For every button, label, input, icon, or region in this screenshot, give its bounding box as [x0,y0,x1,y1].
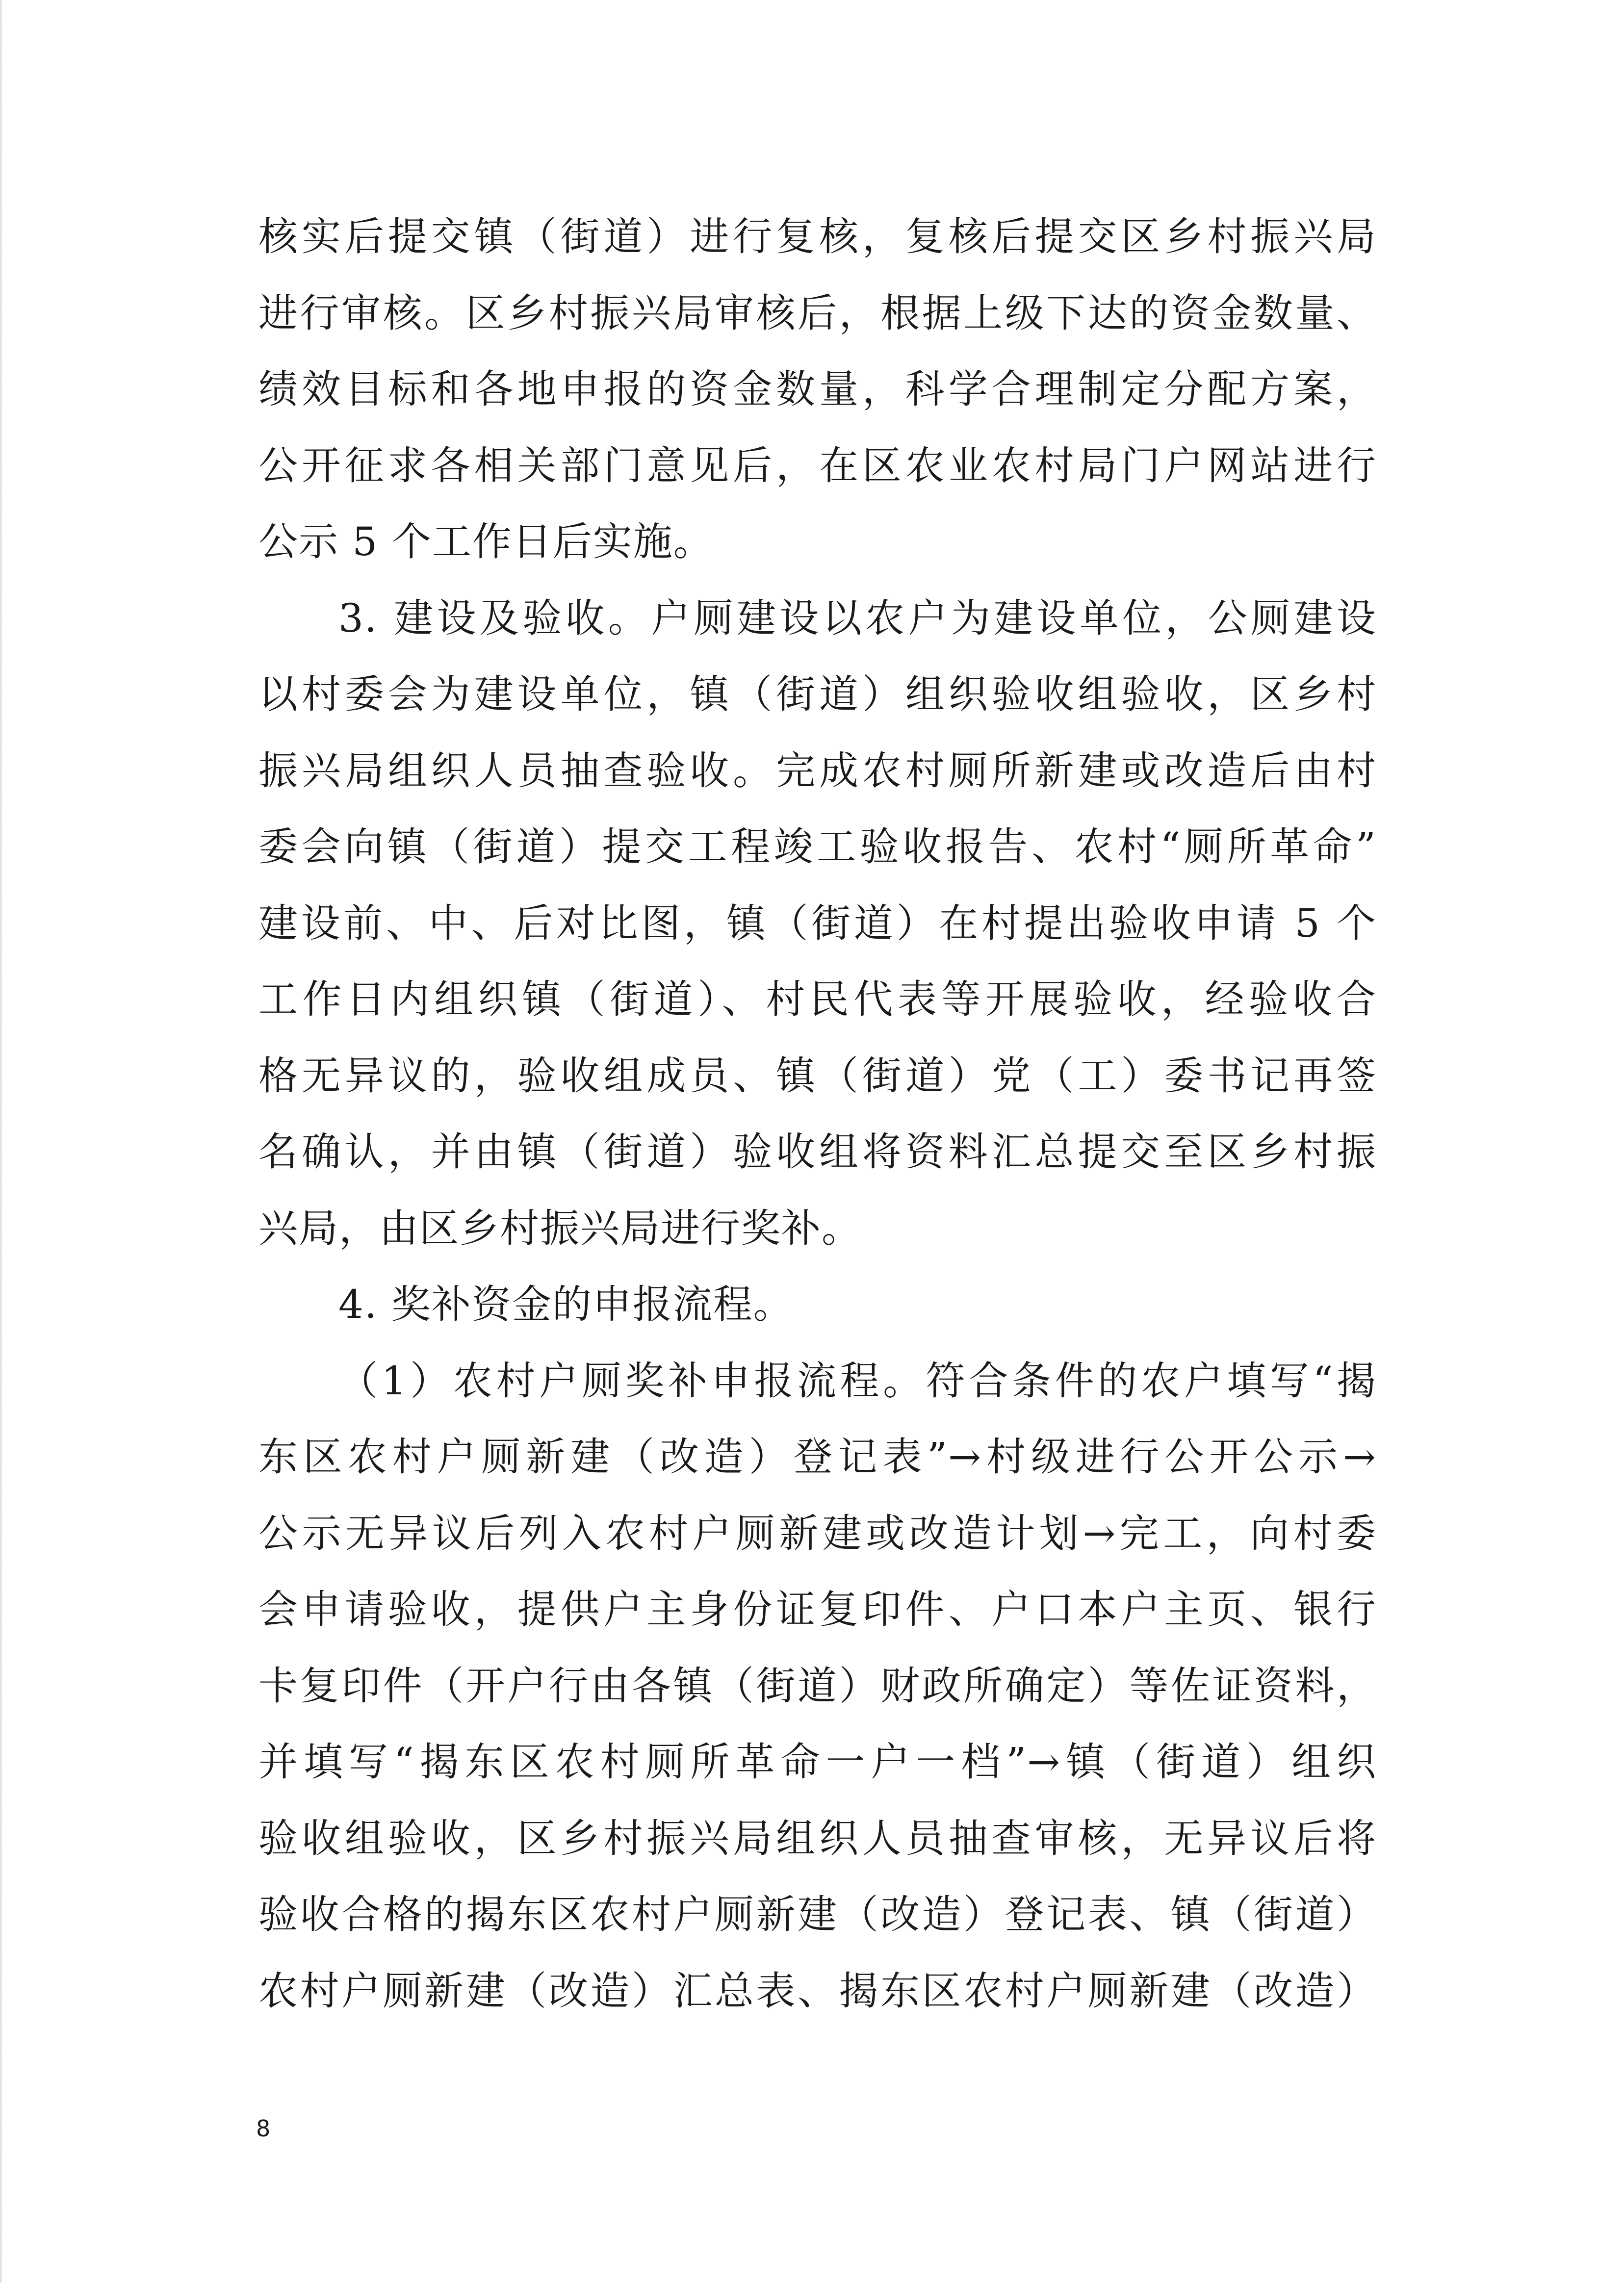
text-line: 验收组验收，区乡村振兴局组织人员抽查审核，无异议后将 [258,1815,1377,1861]
page-edge-shadow [0,0,3,2283]
text-line: 卡复印件（开户行由各镇（街道）财政所确定）等佐证资料， [258,1663,1377,1709]
text-line: 公示无异议后列入农村户厕新建或改造计划→完工，向村委 [258,1510,1377,1556]
text-line: 以村委会为建设单位，镇（街道）组织验收组验收，区乡村 [258,671,1377,717]
text-line: 验收合格的揭东区农村户厕新建（改造）登记表、镇（街道） [258,1892,1377,1937]
text-line: 振兴局组织人员抽查验收。完成农村厕所新建或改造后由村 [258,747,1377,794]
text-line: 绩效目标和各地申报的资金数量，科学合理制定分配方案， [258,366,1377,412]
text-line: 并填写“揭东区农村厕所革命一户一档”→镇（街道）组织 [258,1739,1377,1785]
section-3-heading-line: 3. 建设及验收。户厕建设以农户为建设单位，公厕建设 [338,595,1377,641]
text-line: 公开征求各相关部门意见后，在区农业农村局门户网站进行 [258,442,1377,488]
subsection-1-heading-line: （1）农村户厕奖补申报流程。符合条件的农户填写“揭 [338,1358,1377,1404]
body-text [258,199,1377,2029]
text-line: 工作日内组织镇（街道）、村民代表等开展验收，经验收合 [258,976,1377,1022]
text-line: 格无异议的，验收组成员、镇（街道）党（工）委书记再签 [258,1052,1377,1099]
section-4-heading-line: 4. 奖补资金的申报流程。 [338,1282,794,1327]
text-line: 名确认，并由镇（街道）验收组将资料汇总提交至区乡村振 [258,1129,1377,1175]
text-line: 东区农村户厕新建（改造）登记表”→村级进行公开公示→ [258,1434,1377,1480]
text-line: 核实后提交镇（街道）进行复核，复核后提交区乡村振兴局 [258,214,1377,259]
text-line: 委会向镇（街道）提交工程竣工验收报告、农村“厕所革命” [258,824,1377,870]
page-number: 8 [256,2115,271,2142]
text-line: 会申请验收，提供户主身份证复印件、户口本户主页、银行 [258,1587,1377,1632]
text-line: 农村户厕新建（改造）汇总表、揭东区农村户厕新建（改造） [258,1968,1377,2014]
text-line: 建设前、中、后对比图，镇（街道）在村提出验收申请 5 个 [258,900,1377,946]
text-line: 进行审核。区乡村振兴局审核后，根据上级下达的资金数量、 [258,290,1377,336]
text-line: 公示 5 个工作日后实施。 [258,519,714,564]
text-line: 兴局，由区乡村振兴局进行奖补。 [258,1205,862,1251]
